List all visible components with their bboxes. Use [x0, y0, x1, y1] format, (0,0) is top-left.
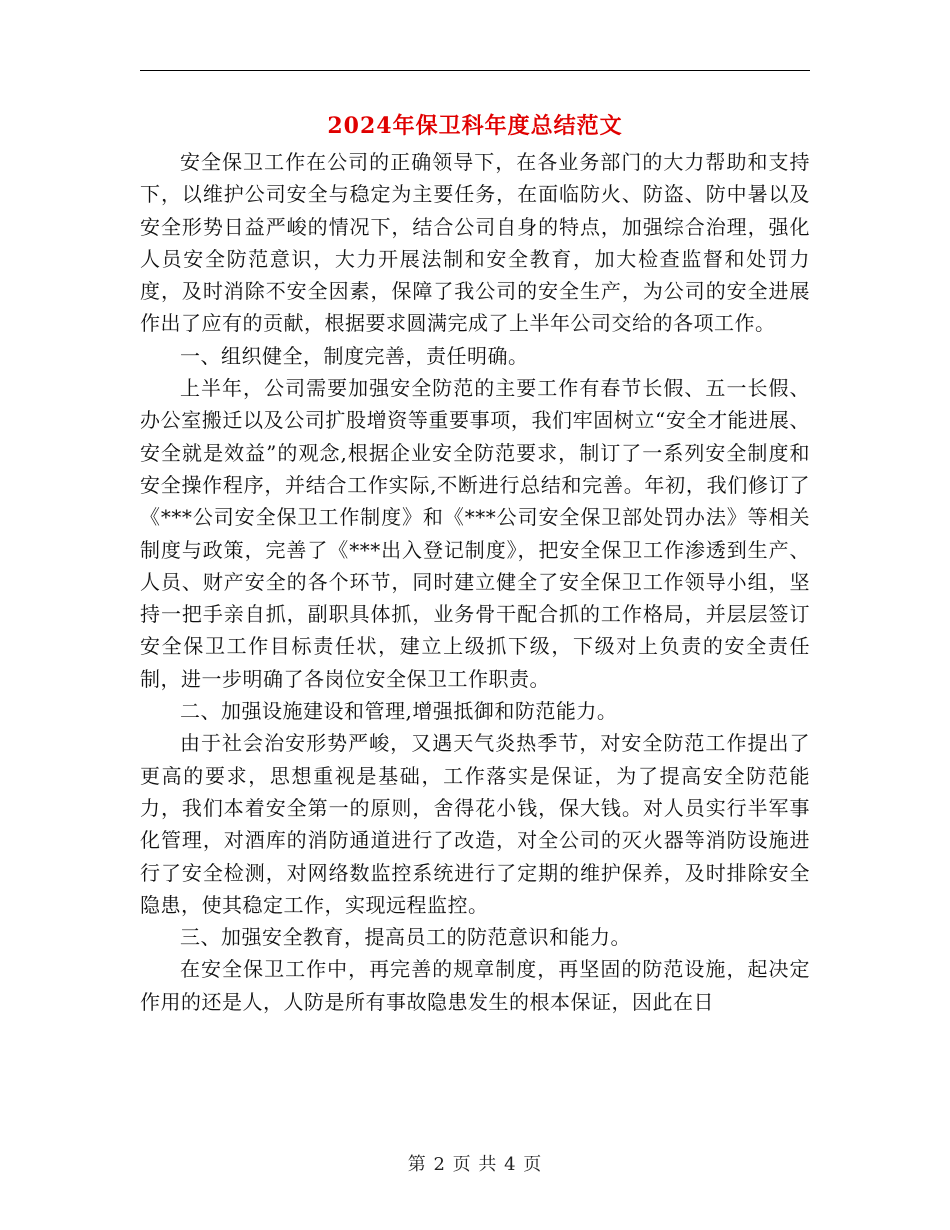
- paragraph-intro: 安全保卫工作在公司的正确领导下，在各业务部门的大力帮助和支持下，以维护公司安全与稳定为主要任务，在面临防火、防盗、防中暑以及安全形势日益严峻的情况下，结合公司自身的特点，加强综合治理，强化人员安全防范意识，大力开展法制和安全教育，加大检查监督和处罚力度，及时消除不安全因素，保障了我公司的安全生产，为公司的安全进展作出了应有的贡献，根据要求圆满完成了上半年公司交给的各项工作。: [140, 150, 810, 336]
- document-title: 2024年保卫科年度总结范文: [327, 113, 623, 139]
- paragraph-section-1: 上半年，公司需要加强安全防范的主要工作有春节长假、五一长假、办公室搬迁以及公司扩股增资等重要事项，我们牢固树立“安全才能进展、安全就是效益”的观念,根据企业安全防范要求，制订了一系列安全制度和安全操作程序，并结合工作实际,不断进行总结和完善。年初，我们修订了《***公司安全保卫工作制度》和《***公司安全保卫部处罚办法》等相关制度与政策，完善了《***出入登记制度》，把安全保卫工作渗透到生产、人员、财产安全的各个环节，同时建立健全了安全保卫工作领导小组，坚持一把手亲自抓，副职具体抓，业务骨干配合抓的工作格局，并层层签订安全保卫工作目标责任状，建立上级抓下级，下级对上负责的安全责任制，进一步明确了各岗位安全保卫工作职责。: [140, 376, 810, 691]
- section-heading-3: 三、加强安全教育，提高员工的防范意识和能力。: [180, 925, 631, 950]
- header-rule: [140, 70, 810, 71]
- paragraph-section-2: 由于社会治安形势严峻，又遇天气炎热季节，对安全防范工作提出了更高的要求，思想重视是基础，工作落实是保证，为了提高安全防范能力，我们本着安全第一的原则，舍得花小钱，保大钱。对人员实行半军事化管理，对酒库的消防通道进行了改造，对全公司的灭火器等消防设施进行了安全检测，对网络数监控系统进行了定期的维护保养，及时排除安全隐患，使其稳定工作，实现远程监控。: [140, 731, 810, 917]
- paragraph-section-3: 在安全保卫工作中，再完善的规章制度，再坚固的防范设施，起决定作用的还是人，人防是所有事故隐患发生的根本保证，因此在日: [140, 957, 810, 1014]
- section-heading-1: 一、组织健全，制度完善，责任明确。: [180, 343, 529, 368]
- document-body: [140, 146, 810, 1018]
- section-heading-2: 二、加强设施建设和管理,增强抵御和防范能力。: [180, 699, 618, 724]
- page-number-footer: 第 2 页 共 4 页: [407, 1154, 543, 1175]
